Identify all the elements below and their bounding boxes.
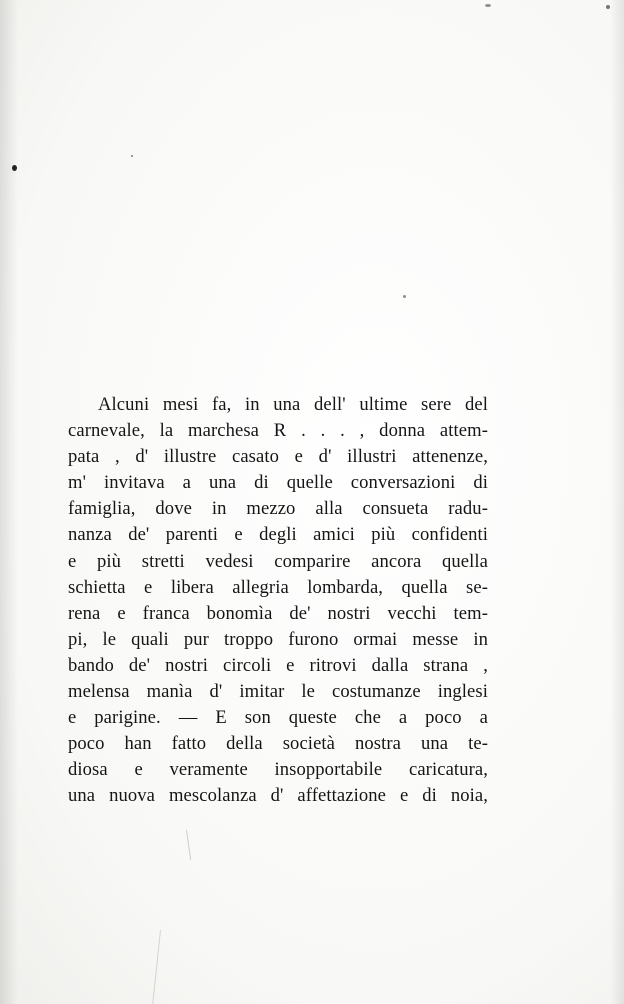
- paper-scratch: [186, 830, 191, 860]
- text-line: una nuova mescolanza d' affettazione e di noia,: [68, 785, 488, 807]
- text-line: melensa manìa d' imitar le costumanze inglesi: [68, 681, 488, 703]
- text-line: poco han fatto della società nostra una te-: [68, 733, 488, 755]
- text-line: famiglia, dove in mezzo alla consueta radu-: [68, 498, 488, 520]
- ink-speck: [131, 155, 133, 157]
- ink-speck: [12, 165, 17, 171]
- text-line: pi, le quali pur troppo furono ormai messe in: [68, 628, 488, 650]
- text-line: schietta e libera allegria lombarda, quella se-: [68, 576, 488, 598]
- body-text: [68, 392, 488, 810]
- text-line: nanza de' parenti e degli amici più confidenti: [68, 524, 488, 546]
- text-line: rena e franca bonomìa de' nostri vecchi tem-: [68, 602, 488, 624]
- text-line: diosa e veramente insopportabile caricatura,: [68, 759, 488, 781]
- text-line: e più stretti vedesi comparire ancora quella: [68, 550, 488, 572]
- page-right-shadow: [610, 0, 624, 1004]
- ink-speck: [606, 5, 610, 9]
- text-line: e parigine. — E son queste che a poco a: [68, 707, 488, 729]
- text-line: bando de' nostri circoli e ritrovi dalla strana ,: [68, 654, 488, 676]
- text-line: pata , d' illustre casato e d' illustri attenenze,: [68, 446, 488, 468]
- text-line: m' invitava a una di quelle conversazioni di: [68, 472, 488, 494]
- paper-scratch: [152, 930, 161, 1004]
- text-line: Alcuni mesi fa, in una dell' ultime sere del: [98, 394, 488, 415]
- ink-speck: [403, 295, 406, 298]
- text-line: carnevale, la marchesa R . . . , donna attem-: [68, 420, 488, 442]
- page-left-shadow: [0, 0, 18, 1004]
- ink-speck: [485, 4, 491, 7]
